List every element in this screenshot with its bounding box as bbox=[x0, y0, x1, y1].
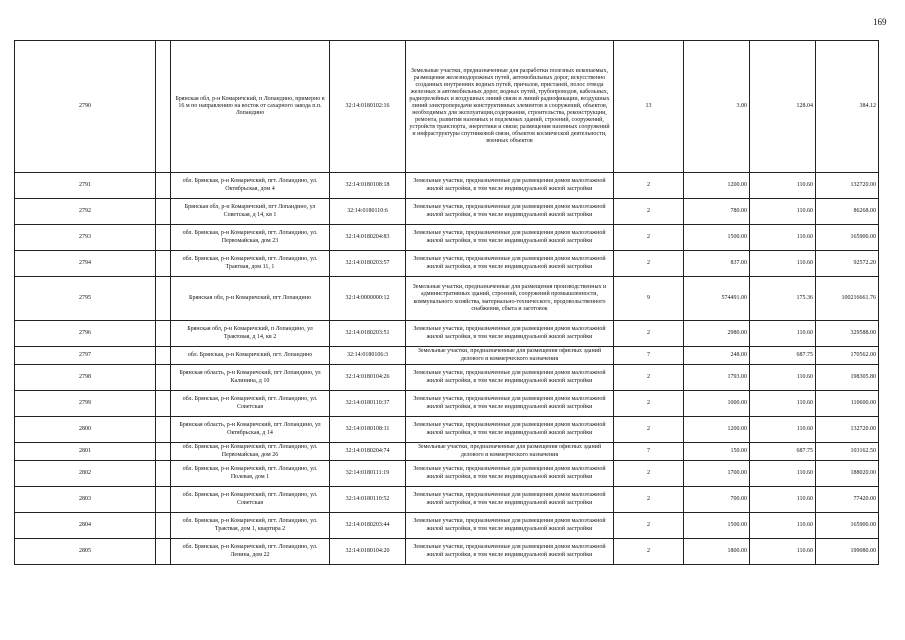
cadastral-number-cell: 32:14:0180104:20 bbox=[330, 539, 406, 565]
land-use-cell: Земельные участки, предназначенные для размещения офисных зданий делового и коммерческого назначения bbox=[406, 347, 614, 365]
rate-cell: 110.60 bbox=[750, 461, 816, 487]
row-number: 2792 bbox=[15, 199, 156, 225]
area-cell: 700.00 bbox=[684, 487, 750, 513]
land-use-cell: Земельные участки, предназначенные для размещения домов малоэтажной жилой застройки, в том числе индивидуальной жилой застройки bbox=[406, 539, 614, 565]
blank-cell bbox=[156, 41, 171, 173]
category-cell: 2 bbox=[614, 513, 684, 539]
land-use-cell: Земельные участки, предназначенные для размещения домов малоэтажной жилой застройки, в том числе индивидуальной жилой застройки bbox=[406, 365, 614, 391]
land-use-cell: Земельные участки, предназначенные для размещения домов малоэтажной жилой застройки, в том числе индивидуальной жилой застройки bbox=[406, 321, 614, 347]
rate-cell: 110.60 bbox=[750, 321, 816, 347]
cadastral-value-cell: 384.12 bbox=[816, 41, 879, 173]
address-cell: обл. Брянская, р-н Комаричский, пгт. Лопандино, ул. Советская bbox=[171, 487, 330, 513]
category-cell: 2 bbox=[614, 417, 684, 443]
cadastral-value-cell: 110600.00 bbox=[816, 391, 879, 417]
cadastral-value-cell: 132720.00 bbox=[816, 417, 879, 443]
area-cell: 150.00 bbox=[684, 443, 750, 461]
cadastral-number-cell: 32:14:0180106:3 bbox=[330, 347, 406, 365]
blank-cell bbox=[156, 391, 171, 417]
area-cell: 1200.00 bbox=[684, 173, 750, 199]
blank-cell bbox=[156, 487, 171, 513]
cadastral-number-cell: 32:14:0180111:19 bbox=[330, 461, 406, 487]
area-cell: 1200.00 bbox=[684, 417, 750, 443]
blank-cell bbox=[156, 443, 171, 461]
rate-cell: 110.60 bbox=[750, 539, 816, 565]
area-cell: 1500.00 bbox=[684, 513, 750, 539]
rate-cell: 110.60 bbox=[750, 199, 816, 225]
blank-cell bbox=[156, 461, 171, 487]
cadastral-number-cell: 32:14:0180104:26 bbox=[330, 365, 406, 391]
row-number: 2797 bbox=[15, 347, 156, 365]
cadastral-value-cell: 170562.00 bbox=[816, 347, 879, 365]
cadastral-number-cell: 32:14:0180108:11 bbox=[330, 417, 406, 443]
rate-cell: 110.60 bbox=[750, 173, 816, 199]
category-cell: 2 bbox=[614, 173, 684, 199]
area-cell: 780.00 bbox=[684, 199, 750, 225]
rate-cell: 110.60 bbox=[750, 513, 816, 539]
blank-cell bbox=[156, 225, 171, 251]
cadastral-value-cell: 77420.00 bbox=[816, 487, 879, 513]
rate-cell: 687.75 bbox=[750, 443, 816, 461]
category-cell: 7 bbox=[614, 347, 684, 365]
table-row bbox=[15, 277, 879, 321]
land-use-cell: Земельные участки, предназначенные для размещения домов малоэтажной жилой застройки, в том числе индивидуальной жилой застройки bbox=[406, 461, 614, 487]
address-cell: обл. Брянская, р-н Комаричский, пгт. Лопандино, ул. Ленина, дом 22 bbox=[171, 539, 330, 565]
table-row bbox=[15, 487, 879, 513]
cadastral-number-cell: 32:14:0180110:52 bbox=[330, 487, 406, 513]
category-cell: 2 bbox=[614, 539, 684, 565]
row-number: 2805 bbox=[15, 539, 156, 565]
area-cell: 3.00 bbox=[684, 41, 750, 173]
area-cell: 1500.00 bbox=[684, 225, 750, 251]
cadastral-number-cell: 32:14:0180203:51 bbox=[330, 321, 406, 347]
blank-cell bbox=[156, 513, 171, 539]
address-cell: обл. Брянская, р-н Комаричский, пгт. Лопандино, ул. Первомайская, дом 23 bbox=[171, 225, 330, 251]
category-cell: 13 bbox=[614, 41, 684, 173]
row-number: 2799 bbox=[15, 391, 156, 417]
cadastral-number-cell: 32:14:0180110:37 bbox=[330, 391, 406, 417]
rate-cell: 110.60 bbox=[750, 365, 816, 391]
category-cell: 7 bbox=[614, 443, 684, 461]
blank-cell bbox=[156, 417, 171, 443]
rate-cell: 110.60 bbox=[750, 487, 816, 513]
land-use-cell: Земельные участки, предназначенные для размещения домов малоэтажной жилой застройки, в том числе индивидуальной жилой застройки bbox=[406, 487, 614, 513]
cadastral-number-cell: 32:14:0180204:83 bbox=[330, 225, 406, 251]
cadastral-value-cell: 198305.80 bbox=[816, 365, 879, 391]
area-cell: 574491.00 bbox=[684, 277, 750, 321]
area-cell: 2980.00 bbox=[684, 321, 750, 347]
cadastral-number-cell: 32:14:0180108:18 bbox=[330, 173, 406, 199]
table-row bbox=[15, 539, 879, 565]
cadastral-value-cell: 100216661.76 bbox=[816, 277, 879, 321]
address-cell: Брянская обл, р-н Комаричский, п Лопандино, примерно в 16 м по направлению на восток от сахарного завода п.п. Лопандино bbox=[171, 41, 330, 173]
rate-cell: 110.60 bbox=[750, 391, 816, 417]
land-use-cell: Земельные участки, предназначенные для размещения домов малоэтажной жилой застройки, в том числе индивидуальной жилой застройки bbox=[406, 417, 614, 443]
blank-cell bbox=[156, 277, 171, 321]
row-number: 2803 bbox=[15, 487, 156, 513]
address-cell: обл. Брянская, р-н Комаричский, пгт. Лопандино, ул. Первомайская, дом 26 bbox=[171, 443, 330, 461]
category-cell: 2 bbox=[614, 461, 684, 487]
cadastral-value-cell: 86268.00 bbox=[816, 199, 879, 225]
area-cell: 248.00 bbox=[684, 347, 750, 365]
cadastral-value-cell: 165900.00 bbox=[816, 225, 879, 251]
table-row bbox=[15, 199, 879, 225]
row-number: 2804 bbox=[15, 513, 156, 539]
table-row bbox=[15, 513, 879, 539]
table-row bbox=[15, 321, 879, 347]
category-cell: 2 bbox=[614, 199, 684, 225]
address-cell: обл. Брянская, р-н Комаричский, пгт. Лопандино bbox=[171, 347, 330, 365]
category-cell: 2 bbox=[614, 391, 684, 417]
rate-cell: 110.60 bbox=[750, 225, 816, 251]
address-cell: обл. Брянская, р-н Комаричский, пгт. Лопандино, ул. Трактвая, дом 11, 1 bbox=[171, 251, 330, 277]
address-cell: обл. Брянская, р-н Комаричский, пгт. Лопандино, ул. Полевая, дом 1 bbox=[171, 461, 330, 487]
table-row bbox=[15, 173, 879, 199]
table-row bbox=[15, 365, 879, 391]
cadastral-value-cell: 329588.00 bbox=[816, 321, 879, 347]
rate-cell: 128.04 bbox=[750, 41, 816, 173]
cadastral-number-cell: 32:14:0180102:16 bbox=[330, 41, 406, 173]
land-use-cell: Земельные участки, предназначенные для размещения производственных и административных зданий, строений, сооружений промышленности, коммунального хозяйства, материально-технического, продовольственного снабжения, сбыта и заготовок bbox=[406, 277, 614, 321]
cadastral-value-cell: 103162.50 bbox=[816, 443, 879, 461]
land-registry-table bbox=[14, 40, 879, 565]
category-cell: 2 bbox=[614, 251, 684, 277]
address-cell: Брянская обл, р-н Комаричский, пгт Лопандино bbox=[171, 277, 330, 321]
address-cell: Брянская обл, р-н Комаричский, п Лопандино, ул Трактовая, д 14, кв 2 bbox=[171, 321, 330, 347]
cadastral-value-cell: 188020.00 bbox=[816, 461, 879, 487]
category-cell: 2 bbox=[614, 487, 684, 513]
land-use-cell: Земельные участки, предназначенные для размещения домов малоэтажной жилой застройки, в том числе индивидуальной жилой застройки bbox=[406, 173, 614, 199]
land-use-cell: Земельные участки, предназначенные для размещения домов малоэтажной жилой застройки, в том числе индивидуальной жилой застройки bbox=[406, 513, 614, 539]
rate-cell: 687.75 bbox=[750, 347, 816, 365]
address-cell: Брянская обл, р-н Комаричский, пгт Лопандино, ул Советская, д 14, кв 1 bbox=[171, 199, 330, 225]
blank-cell bbox=[156, 251, 171, 277]
table-row bbox=[15, 417, 879, 443]
table-row bbox=[15, 347, 879, 365]
row-number: 2796 bbox=[15, 321, 156, 347]
cadastral-value-cell: 165900.00 bbox=[816, 513, 879, 539]
cadastral-value-cell: 199080.00 bbox=[816, 539, 879, 565]
cadastral-number-cell: 32:14:0180110:6 bbox=[330, 199, 406, 225]
row-number: 2791 bbox=[15, 173, 156, 199]
table-row bbox=[15, 225, 879, 251]
row-number: 2800 bbox=[15, 417, 156, 443]
table-row bbox=[15, 41, 879, 173]
blank-cell bbox=[156, 347, 171, 365]
row-number: 2798 bbox=[15, 365, 156, 391]
category-cell: 2 bbox=[614, 321, 684, 347]
page-number: 169 bbox=[873, 17, 887, 27]
category-cell: 9 bbox=[614, 277, 684, 321]
rate-cell: 175.36 bbox=[750, 277, 816, 321]
blank-cell bbox=[156, 199, 171, 225]
land-use-cell: Земельные участки, предназначенные для размещения домов малоэтажной жилой застройки, в том числе индивидуальной жилой застройки bbox=[406, 199, 614, 225]
row-number: 2794 bbox=[15, 251, 156, 277]
table-row bbox=[15, 461, 879, 487]
table-row bbox=[15, 251, 879, 277]
row-number: 2795 bbox=[15, 277, 156, 321]
land-use-cell: Земельные участки, предназначенные для размещения офисных зданий делового и коммерческого назначения bbox=[406, 443, 614, 461]
address-cell: обл. Брянская, р-н Комаричский, пгт. Лопандино, ул. Советская bbox=[171, 391, 330, 417]
land-use-cell: Земельные участки, предназначенные для размещения домов малоэтажной жилой застройки, в том числе индивидуальной жилой застройки bbox=[406, 391, 614, 417]
land-use-cell: Земельные участки, предназначенные для размещения домов малоэтажной жилой застройки, в том числе индивидуальной жилой застройки bbox=[406, 225, 614, 251]
land-use-cell: Земельные участки, предназначенные для размещения домов малоэтажной жилой застройки, в том числе индивидуальной жилой застройки bbox=[406, 251, 614, 277]
row-number: 2790 bbox=[15, 41, 156, 173]
rate-cell: 110.60 bbox=[750, 251, 816, 277]
address-cell: Брянская область, р-н Комаричский, пгт Лопандино, ул Октябрьская, д 14 bbox=[171, 417, 330, 443]
address-cell: обл. Брянская, р-н Комаричский, пгт. Лопандино, ул. Октябрьская, дом 4 bbox=[171, 173, 330, 199]
address-cell: Брянская область, р-н Комаричский, пгт Лопандино, ул Калинина, д 10 bbox=[171, 365, 330, 391]
area-cell: 1000.00 bbox=[684, 391, 750, 417]
area-cell: 1793.00 bbox=[684, 365, 750, 391]
blank-cell bbox=[156, 539, 171, 565]
area-cell: 1800.00 bbox=[684, 539, 750, 565]
land-use-cell: Земельные участки, предназначенные для разработки полезных ископаемых, размещения железнодорожных путей, автомобильных дорог, искусственно созданных внутренних водных путей, причалов, пристаней, полос отвода железных и автомобильных дорог, водных путей, трубопроводов, кабельных, радиорелейных и воздушных линий связи и линий радиофикации, воздушных линий электропередачи конструктивных элементов и сооружений, объектов, необходимых для эксплуатации,содержания, строительства, реконструкции, ремонта, развития наземных и подземных зданий, строений, сооружений, устройств транспорта, энергетики и связи; размещения наземных сооружений и инфраструктуры спутниковой связи, объектов космической деятельности, военных объектов bbox=[406, 41, 614, 173]
cadastral-number-cell: 32:14:0000000:12 bbox=[330, 277, 406, 321]
category-cell: 2 bbox=[614, 225, 684, 251]
rate-cell: 110.60 bbox=[750, 417, 816, 443]
blank-cell bbox=[156, 321, 171, 347]
address-cell: обл. Брянская, р-н Комаричский, пгт. Лопандино, ул. Трактвая, дом 1, квартира 2 bbox=[171, 513, 330, 539]
table-row bbox=[15, 443, 879, 461]
cadastral-number-cell: 32:14:0180203:57 bbox=[330, 251, 406, 277]
area-cell: 837.00 bbox=[684, 251, 750, 277]
cadastral-value-cell: 132720.00 bbox=[816, 173, 879, 199]
row-number: 2802 bbox=[15, 461, 156, 487]
cadastral-number-cell: 32:14:0180204:74 bbox=[330, 443, 406, 461]
row-number: 2793 bbox=[15, 225, 156, 251]
row-number: 2801 bbox=[15, 443, 156, 461]
table-body bbox=[15, 41, 879, 565]
blank-cell bbox=[156, 173, 171, 199]
cadastral-number-cell: 32:14:0180203:44 bbox=[330, 513, 406, 539]
cadastral-value-cell: 92572.20 bbox=[816, 251, 879, 277]
table-row bbox=[15, 391, 879, 417]
blank-cell bbox=[156, 365, 171, 391]
area-cell: 1700.00 bbox=[684, 461, 750, 487]
category-cell: 2 bbox=[614, 365, 684, 391]
